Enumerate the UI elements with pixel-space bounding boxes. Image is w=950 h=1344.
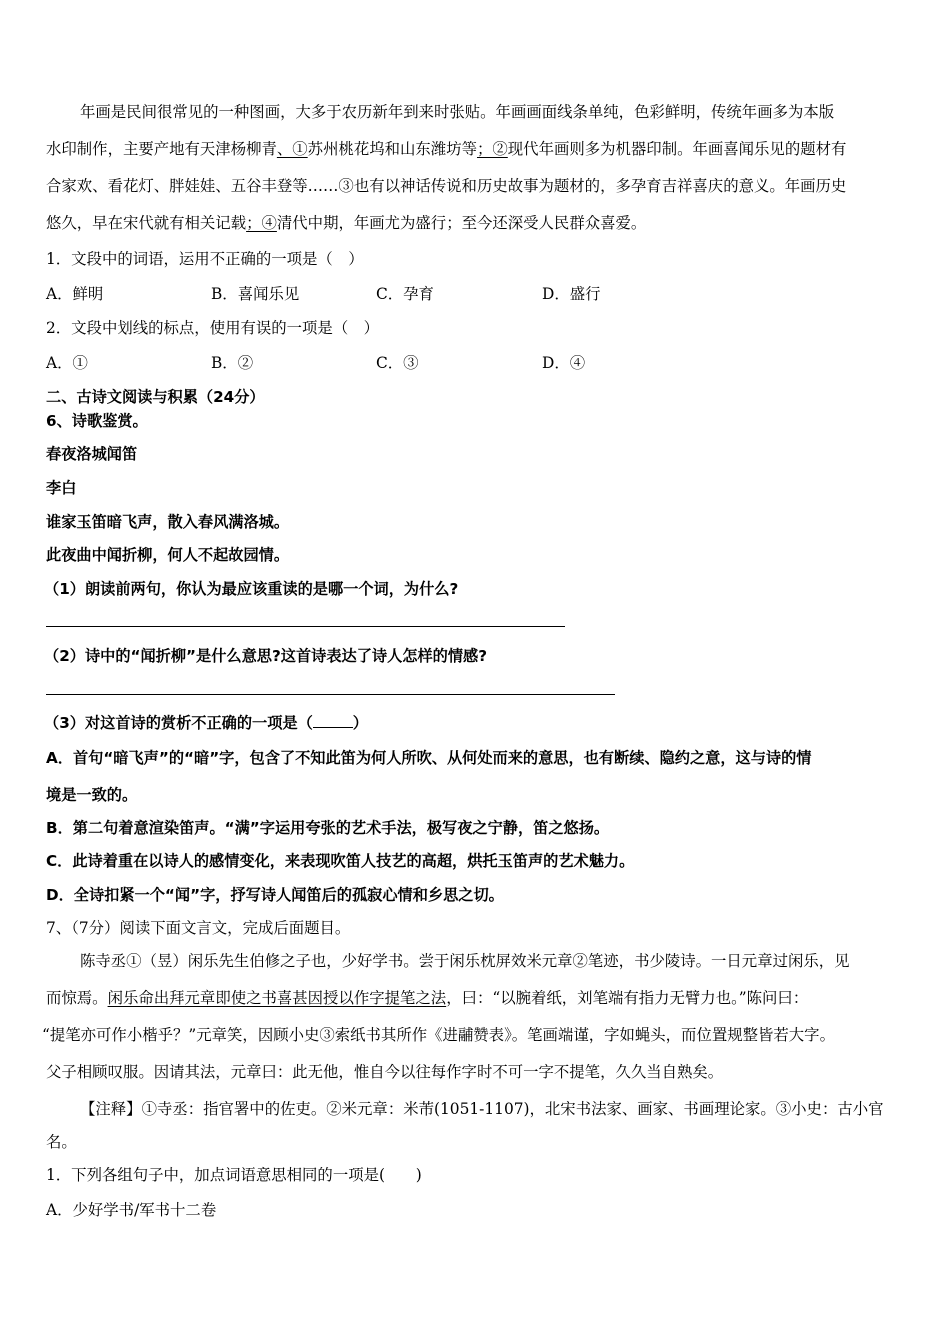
option-b[interactable]: B．第二句着意渲染笛声。“满”字运用夸张的艺术手法，极写夜之宁静，笛之悠扬。 <box>46 819 610 837</box>
option-b[interactable]: B．② <box>211 354 254 372</box>
classical-text-line <box>46 988 808 1008</box>
option-b[interactable]: B．喜闻乐见 <box>211 285 300 303</box>
underlined-sentence: 闲乐命出拜元章即使之书喜甚因授以作字提笔之法 <box>107 989 447 1007</box>
passage-text: 悠久，早在宋代就有相关记载 <box>46 214 247 232</box>
option-d[interactable]: D．全诗扣紧一个“闻”字，抒写诗人闻笛后的孤寂心情和乡思之切。 <box>46 886 504 904</box>
option-d[interactable]: D．④ <box>542 354 586 372</box>
annotation-line: 【注释】①寺丞：指官署中的佐吏。②米元章：米芾(1051-1107)，北宋书法家、画家、书画理论家。③小史：古小官 <box>80 1100 884 1118</box>
question-1-stem: 1．文段中的词语，运用不正确的一项是（ ） <box>46 250 364 268</box>
passage-line <box>46 213 646 233</box>
question-2-stem: 2．文段中划线的标点，使用有误的一项是（ ） <box>46 319 379 337</box>
poem-line: 谁家玉笛暗飞声，散入春风满洛城。 <box>46 513 289 531</box>
section-title: 二、古诗文阅读与积累（24分） <box>46 388 265 406</box>
question-7-stem: 7、（7分）阅读下面文言文，完成后面题目。 <box>46 919 351 937</box>
question-6-title: 6、诗歌鉴赏。 <box>46 412 148 430</box>
passage-text: 水印制作，主要产地有天津杨柳青 <box>46 140 277 158</box>
option-c[interactable]: C．孕育 <box>376 285 434 303</box>
passage-line <box>46 139 846 159</box>
sub-question-3 <box>44 713 368 733</box>
answer-line-1[interactable] <box>46 626 565 627</box>
option-c[interactable]: C．此诗着重在以诗人的感情变化，来表现吹笛人技艺的高超，烘托玉笛声的艺术魅力。 <box>46 852 635 870</box>
classical-text-line: 陈寺丞①（昱）闲乐先生伯修之子也，少好学书。尝于闲乐枕屏效米元章②笔迹，书少陵诗。一日元章过闲乐，见 <box>80 952 850 970</box>
annotation-line: 名。 <box>46 1133 77 1151</box>
passage-line: 合家欢、看花灯、胖娃娃、五谷丰登等……③也有以神话传说和历史故事为题材的，多孕育吉祥喜庆的意义。年画历史 <box>46 177 847 195</box>
question-7-sub-1: 1．下列各组句子中，加点词语意思相同的一项是( ) <box>46 1166 422 1184</box>
classical-text-line: 父子相顾叹服。因请其法，元章曰：此无他，惟自今以往每作字时不可一字不提笔，久久当自熟矣。 <box>46 1063 724 1081</box>
poem-title: 春夜洛城闻笛 <box>46 445 138 463</box>
option-d[interactable]: D．盛行 <box>542 285 601 303</box>
sub-question-2: （2）诗中的“闻折柳”是什么意思?这首诗表达了诗人怎样的情感? <box>44 647 488 665</box>
answer-line-2[interactable] <box>46 694 615 695</box>
option-a-continued: 境是一致的。 <box>46 786 138 804</box>
passage-text: 清代中期，年画尤为盛行；至今还深受人民群众喜爱。 <box>276 214 647 232</box>
underlined-punctuation-1: 、① <box>276 140 308 158</box>
classical-text: 而惊焉。 <box>46 989 108 1007</box>
underlined-punctuation-4: ；④ <box>246 214 277 232</box>
passage-text: 现代年画则多为机器印制。年画喜闻乐见的题材有 <box>507 140 847 158</box>
sub-question-3-close: ） <box>352 714 368 732</box>
classical-text: ，曰：“以腕着纸，刘笔端有指力无臂力也。”陈问曰： <box>446 989 809 1007</box>
option-a[interactable]: A．鲜明 <box>46 285 104 303</box>
underlined-punctuation-2: ；② <box>476 140 508 158</box>
answer-blank[interactable] <box>313 713 353 728</box>
option-a[interactable]: A．少好学书/军书十二卷 <box>46 1201 217 1219</box>
passage-text: 苏州桃花坞和山东潍坊等 <box>307 140 477 158</box>
classical-text-line: “提笔亦可作小楷乎？”元章笑，因顾小史③索纸书其所作《进鬴赞表》。笔画端谨，字如蝇头，而位置规整皆若大字。 <box>42 1026 835 1044</box>
option-a[interactable]: A．① <box>46 354 88 372</box>
sub-question-3-text: （3）对这首诗的赏析不正确的一项是（ <box>44 714 313 732</box>
option-c[interactable]: C．③ <box>376 354 419 372</box>
option-a[interactable]: A．首句“暗飞声”的“暗”字，包含了不知此笛为何人所吹、从何处而来的意思，也有断续、隐约之意，这与诗的情 <box>46 749 812 767</box>
passage-line: 年画是民间很常见的一种图画，大多于农历新年到来时张贴。年画画面线条单纯，色彩鲜明，传统年画多为本版 <box>80 103 835 121</box>
sub-question-1: （1）朗读前两句，你认为最应该重读的是哪一个词，为什么? <box>44 580 459 598</box>
poem-line: 此夜曲中闻折柳，何人不起故园情。 <box>46 546 289 564</box>
poem-author: 李白 <box>46 479 77 497</box>
